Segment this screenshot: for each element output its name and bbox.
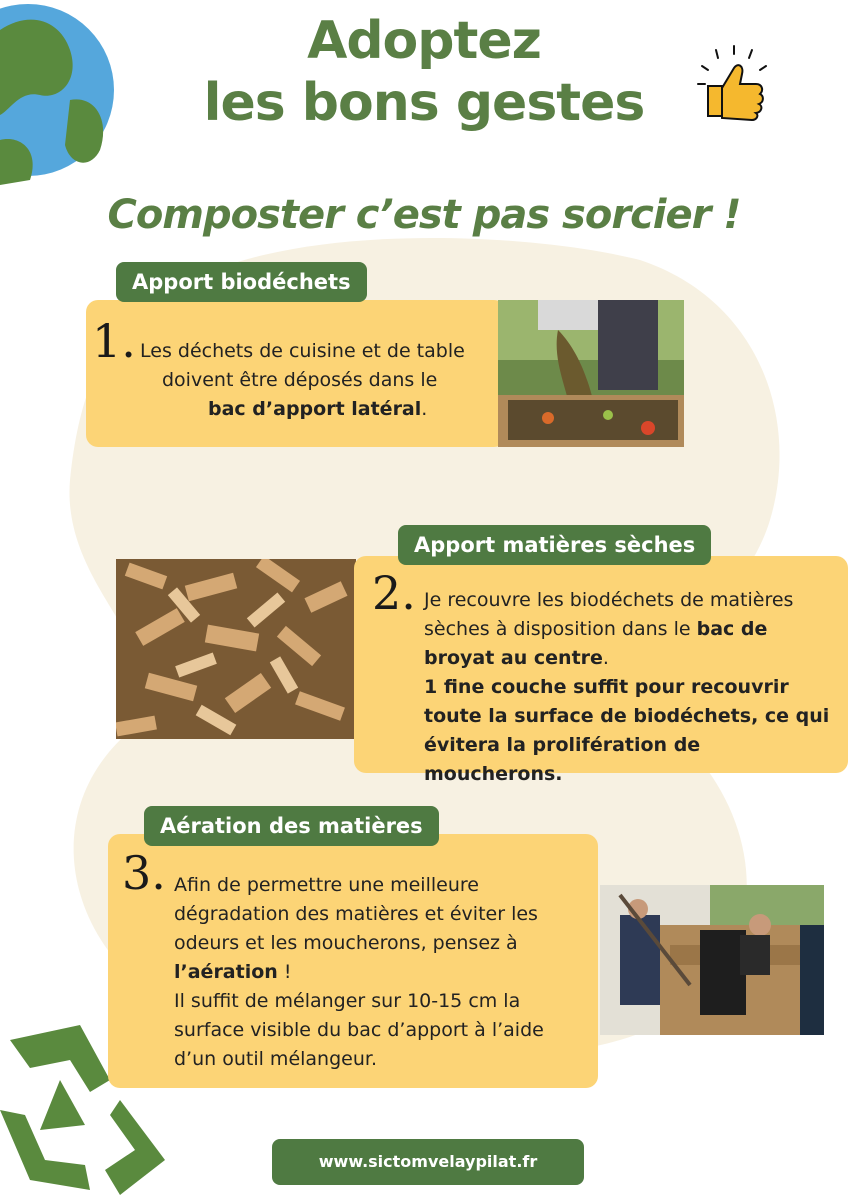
page-subtitle: Composter c’est pas sorcier !	[107, 192, 741, 238]
step-3-label: Aération des matières	[144, 806, 439, 846]
step-2-text: Je recouvre les biodéchets de matières sèches à disposition dans le bac de broyat au centre. 1 fine couche suffit pour recouvrir toute la surface de biodéchets, ce qui évitera la prolifération de moucherons.	[424, 589, 830, 785]
step-1-label: Apport biodéchets	[116, 262, 367, 302]
step-2-number: 2.	[372, 566, 416, 620]
step-1-text: Les déchets de cuisine et de table doivent être déposés dans le bac d’apport latéral.	[140, 340, 465, 420]
step-2-photo	[116, 559, 356, 739]
page-title	[0, 10, 848, 134]
step-3-number: 3.	[122, 846, 166, 900]
step-3-text: Afin de permettre une meilleure dégradation des matières et éviter les odeurs et les moucherons, pensez à l’aération ! Il suffit de mélanger sur 10-15 cm la surface visible du bac d’apport à l’aide d’un outil mélangeur.	[174, 874, 544, 1070]
step-1-photo	[498, 300, 684, 447]
title-line-2: les bons gestes	[203, 73, 645, 133]
step-2-label: Apport matières sèches	[398, 525, 711, 565]
website-link[interactable]: www.sictomvelaypilat.fr	[272, 1139, 584, 1185]
step-3-photo	[600, 885, 824, 1035]
step-1-number: 1.	[92, 314, 136, 368]
title-line-1: Adoptez	[307, 11, 541, 71]
